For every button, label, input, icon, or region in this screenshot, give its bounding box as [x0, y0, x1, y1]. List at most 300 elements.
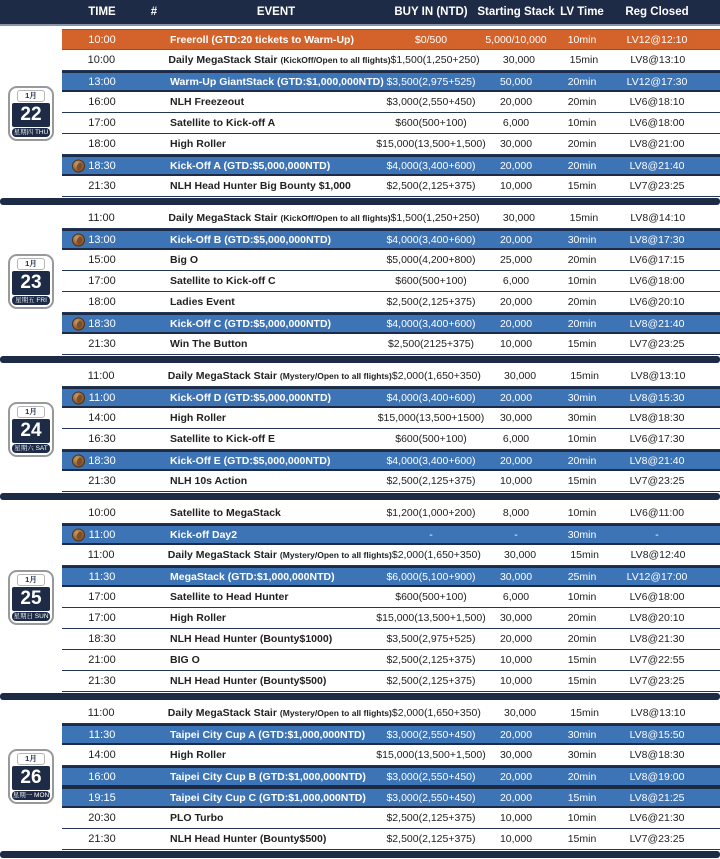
date-weekday: 星期日 SUN — [13, 613, 49, 620]
cell-regclosed-text: LV12@12:10 — [626, 33, 688, 46]
cell-lvtime-text: 10min — [567, 591, 597, 603]
date-month: 1月 — [17, 753, 45, 765]
cell-lvtime-text: 20min — [567, 96, 597, 108]
cell-lvtime — [556, 749, 608, 761]
cell-stack-text: 6,000 — [502, 117, 530, 129]
cell-buyin — [391, 212, 480, 224]
day-rows — [62, 503, 720, 692]
event-name: Kick-Off E (GTD:$5,000,000NTD) — [170, 454, 331, 467]
cell-stack — [476, 729, 556, 741]
event-name: Warm-Up GiantStack (GTD:$1,000,000NTD) — [170, 75, 384, 88]
cell-time — [62, 370, 140, 382]
cell-event — [166, 749, 386, 761]
event-note: (KickOff/Open to all flights) — [280, 213, 391, 223]
cell-buyin-text: $6,000(5,100+900) — [386, 570, 476, 583]
cell-regclosed-text: LV8@21:30 — [629, 633, 685, 645]
cell-stack-text: 10,000 — [499, 338, 533, 350]
cell-buyin-text: $15,000(13,500+1,500) — [376, 749, 486, 761]
cell-buyin-text: $3,500(2,975+525) — [386, 633, 476, 645]
cell-lvtime — [556, 771, 608, 783]
cell-regclosed — [608, 833, 706, 845]
cell-regclosed — [608, 234, 706, 246]
coin-icon — [72, 454, 85, 467]
cell-event — [166, 275, 386, 287]
day-block — [0, 366, 720, 492]
cell-regclosed-text: LV7@23:25 — [629, 675, 685, 687]
cell-time-text: 21:30 — [88, 833, 116, 845]
event-row — [62, 829, 720, 850]
event-name: Ladies Event — [170, 296, 235, 308]
cell-time-text: 13:00 — [88, 233, 116, 246]
cell-lvtime — [556, 160, 608, 172]
cell-buyin-text: $2,500(2,125+375) — [386, 833, 476, 845]
cell-regclosed-text: LV6@18:00 — [629, 275, 685, 287]
cell-time-text: 11:00 — [88, 212, 115, 224]
cell-buyin-text: $4,000(3,400+600) — [386, 454, 476, 467]
cell-lvtime-text: 10min — [567, 117, 597, 129]
cell-time-text: 14:00 — [88, 749, 116, 761]
cell-regclosed — [610, 549, 706, 561]
event-row — [62, 292, 720, 313]
cell-regclosed-text: LV6@21:30 — [629, 812, 685, 824]
cell-regclosed — [608, 318, 706, 330]
cell-lvtime-text: 10min — [567, 275, 597, 287]
cell-stack-text: 20,000 — [499, 159, 533, 172]
cell-stack-text: 50,000 — [499, 75, 533, 88]
cell-buyin-text: $2,500(2,125+375) — [386, 654, 476, 666]
cell-buyin — [386, 392, 476, 404]
event-name: Kick-Off D (GTD:$5,000,000NTD) — [170, 391, 332, 404]
cell-time — [62, 633, 142, 645]
cell-lvtime — [556, 792, 608, 804]
cell-event — [166, 571, 386, 583]
cell-stack — [476, 455, 556, 467]
cell-time — [62, 117, 142, 129]
day-rows — [62, 366, 720, 492]
col-header-number: # — [150, 6, 158, 18]
cell-stack-text: 30,000 — [499, 749, 533, 761]
cell-stack-text: 10,000 — [499, 475, 533, 487]
cell-lvtime — [556, 392, 608, 404]
event-name: NLH Head Hunter (Bounty$1000) — [170, 633, 333, 645]
col-header-lvtime: LV Time — [560, 6, 604, 18]
cell-event — [166, 412, 386, 424]
cell-buyin-text: $2,000(1,650+350) — [391, 370, 481, 382]
cell-regclosed-text: LV6@20:10 — [629, 296, 685, 308]
event-name: NLH Head Hunter (Bounty$500) — [170, 833, 327, 845]
cell-lvtime — [556, 412, 608, 424]
cell-lvtime-text: 20min — [567, 138, 597, 150]
cell-lvtime-text: 15min — [569, 212, 599, 224]
cell-event — [166, 507, 386, 519]
cell-regclosed — [608, 729, 706, 741]
date-gutter — [0, 703, 62, 850]
date-day: 25 — [12, 587, 50, 611]
cell-time-text: 11:00 — [87, 707, 115, 719]
cell-stack-text: 20,000 — [499, 296, 533, 308]
cell-lvtime — [556, 475, 608, 487]
cell-time — [62, 338, 142, 350]
coin-icon — [72, 528, 85, 541]
cell-stack — [476, 612, 556, 624]
cell-buyin — [386, 507, 476, 519]
event-row — [62, 524, 720, 545]
col-header-time: TIME — [88, 6, 116, 18]
cell-buyin — [376, 138, 486, 150]
cell-lvtime — [556, 571, 608, 583]
date-badge — [8, 254, 54, 309]
cell-regclosed — [608, 275, 706, 287]
cell-stack — [476, 529, 556, 541]
cell-buyin — [386, 275, 476, 287]
cell-time — [62, 507, 142, 519]
event-name: Satellite to MegaStack — [170, 507, 281, 519]
cell-buyin — [386, 34, 476, 46]
event-name: Satellite to Kick-off C — [170, 275, 276, 287]
cell-buyin — [386, 433, 476, 445]
cell-regclosed-text: LV6@17:30 — [629, 433, 685, 445]
cell-lvtime — [556, 812, 608, 824]
cell-buyin-text: $2,500(2,125+375) — [386, 296, 476, 308]
cell-stack-text: 30,000 — [499, 612, 533, 624]
cell-stack — [476, 412, 556, 424]
cell-regclosed — [608, 571, 706, 583]
event-row — [62, 208, 720, 229]
cell-lvtime-text: 15min — [567, 180, 597, 192]
event-row — [62, 71, 720, 92]
cell-lvtime-text: 30min — [567, 749, 597, 761]
day-divider — [0, 851, 720, 858]
cell-time-text: 21:30 — [88, 338, 116, 350]
cell-stack — [476, 76, 556, 88]
cell-regclosed-text: LV12@17:00 — [626, 570, 688, 583]
cell-regclosed — [608, 34, 706, 46]
event-name: MegaStack (GTD:$1,000,000NTD) — [170, 570, 335, 583]
cell-lvtime — [556, 96, 608, 108]
cell-buyin — [386, 117, 476, 129]
cell-buyin-text: $2,000(1,650+350) — [391, 707, 481, 719]
cell-buyin-text: $4,000(3,400+600) — [386, 317, 476, 330]
cell-lvtime-text: 15min — [567, 338, 597, 350]
cell-regclosed-text: LV8@18:30 — [629, 749, 685, 761]
event-row — [62, 503, 720, 524]
event-name: Daily MegaStack Stair — [167, 370, 277, 382]
date-month: 1月 — [17, 574, 45, 586]
cell-time-text: 17:00 — [88, 591, 116, 603]
cell-stack — [476, 296, 556, 308]
event-row — [62, 113, 720, 134]
event-name: Big O — [170, 254, 198, 266]
cell-time-text: 10:00 — [87, 54, 116, 66]
cell-regclosed-text: LV8@13:10 — [630, 370, 686, 382]
date-gutter — [0, 29, 62, 197]
event-row — [62, 471, 720, 492]
cell-event — [166, 338, 386, 350]
schedule-days — [0, 29, 720, 858]
cell-lvtime — [559, 549, 610, 561]
cell-lvtime-text: 30min — [567, 233, 597, 246]
cell-event — [166, 138, 386, 150]
cell-time-text: 14:00 — [88, 412, 116, 424]
cell-stack — [476, 96, 556, 108]
cell-time — [62, 771, 142, 783]
cell-regclosed — [608, 749, 706, 761]
cell-regclosed-text: LV6@18:00 — [629, 117, 685, 129]
cell-time — [62, 412, 142, 424]
day-block — [0, 703, 720, 850]
cell-buyin — [386, 654, 476, 666]
coin-icon — [72, 159, 85, 172]
day-divider — [0, 198, 720, 205]
cell-stack-text: 10,000 — [499, 833, 533, 845]
cell-stack-text: 20,000 — [499, 791, 533, 804]
cell-time — [62, 749, 142, 761]
cell-lvtime — [556, 296, 608, 308]
event-row — [62, 334, 720, 355]
cell-stack-text: 20,000 — [499, 233, 533, 246]
cell-buyin-text: $3,000(2,550+450) — [386, 96, 476, 108]
cell-stack-text: 30,000 — [503, 370, 537, 382]
cell-lvtime-text: 20min — [567, 633, 597, 645]
cell-event — [166, 833, 386, 845]
cell-buyin-text: $5,000(4,200+800) — [386, 254, 476, 266]
cell-regclosed-text: LV8@13:10 — [630, 54, 686, 66]
cell-stack — [476, 34, 556, 46]
cell-lvtime-text: 30min — [567, 528, 597, 541]
cell-stack — [476, 392, 556, 404]
cell-time — [62, 612, 142, 624]
cell-buyin — [386, 812, 476, 824]
cell-stack-text: 6,000 — [502, 433, 530, 445]
cell-time-text: 11:00 — [88, 391, 116, 404]
event-row — [62, 566, 720, 587]
event-row — [62, 229, 720, 250]
cell-buyin — [391, 54, 480, 66]
cell-lvtime-text: 15min — [567, 475, 597, 487]
event-row — [62, 808, 720, 829]
cell-regclosed — [608, 76, 706, 88]
event-row — [62, 724, 720, 745]
cell-lvtime — [556, 433, 608, 445]
date-day: 26 — [12, 766, 50, 790]
cell-lvtime — [556, 455, 608, 467]
event-name: NLH Freezeout — [170, 96, 245, 108]
cell-stack — [476, 591, 556, 603]
cell-stack-text: 20,000 — [499, 770, 533, 783]
cell-regclosed-text: LV8@21:40 — [629, 317, 685, 330]
cell-stack-text: 20,000 — [499, 96, 533, 108]
cell-lvtime — [556, 117, 608, 129]
cell-lvtime-text: 15min — [570, 370, 599, 382]
event-name: Win The Button — [170, 338, 248, 350]
cell-regclosed — [608, 117, 706, 129]
cell-time — [62, 833, 142, 845]
cell-regclosed — [608, 180, 706, 192]
event-row — [62, 429, 720, 450]
event-name: High Roller — [170, 138, 227, 150]
cell-regclosed — [608, 591, 706, 603]
cell-event — [164, 707, 392, 719]
cell-regclosed-text: LV6@18:10 — [629, 96, 685, 108]
date-weekday: 星期四 THU — [13, 128, 49, 136]
cell-regclosed — [610, 54, 706, 66]
day-block — [0, 503, 720, 692]
cell-buyin-text: - — [429, 528, 433, 541]
cell-buyin — [386, 338, 476, 350]
cell-regclosed-text: LV8@21:40 — [629, 454, 685, 467]
event-name: High Roller — [170, 749, 227, 761]
cell-regclosed-text: LV8@20:10 — [629, 612, 685, 624]
day-divider — [0, 493, 720, 500]
table-header — [0, 0, 720, 26]
event-name: Kick-off Day2 — [170, 528, 238, 541]
cell-buyin — [386, 833, 476, 845]
cell-buyin-text: $1,200(1,000+200) — [386, 507, 476, 519]
event-name: Daily MegaStack Stair — [168, 212, 278, 224]
date-badge — [8, 86, 54, 141]
cell-event — [166, 433, 386, 445]
cell-buyin-text: $3,000(2,550+450) — [386, 770, 476, 783]
cell-regclosed — [608, 612, 706, 624]
cell-buyin-text: $1,500(1,250+250) — [390, 54, 480, 66]
cell-stack-text: 30,000 — [503, 707, 537, 719]
cell-stack-text: 25,000 — [499, 254, 533, 266]
cell-regclosed-text: LV8@13:10 — [630, 707, 686, 719]
event-name: Kick-Off C (GTD:$5,000,000NTD) — [170, 317, 332, 330]
cell-lvtime — [559, 370, 610, 382]
cell-event — [166, 254, 386, 266]
cell-lvtime — [556, 275, 608, 287]
date-day: 22 — [12, 103, 50, 127]
day-divider — [0, 693, 720, 700]
event-note: (KickOff/Open to all flights) — [280, 55, 391, 65]
cell-stack — [476, 254, 556, 266]
cell-stack-text: 30,000 — [503, 549, 537, 561]
cell-lvtime — [556, 591, 608, 603]
cell-lvtime-text: 15min — [570, 549, 599, 561]
date-month: 1月 — [17, 258, 45, 270]
event-name: Freeroll (GTD:20 tickets to Warm-Up) — [170, 33, 354, 46]
event-row — [62, 545, 720, 566]
cell-buyin — [392, 370, 481, 382]
cell-stack — [476, 234, 556, 246]
cell-regclosed-text: LV6@11:00 — [629, 507, 685, 519]
cell-buyin — [386, 591, 476, 603]
cell-event — [164, 212, 390, 224]
cell-buyin — [386, 455, 476, 467]
cell-buyin-text: $3,000(2,550+450) — [386, 791, 476, 804]
cell-buyin-text: $2,500(2,125+375) — [386, 812, 476, 824]
cell-regclosed — [608, 475, 706, 487]
cell-lvtime — [558, 54, 609, 66]
cell-time-text: 18:30 — [88, 633, 116, 645]
cell-buyin — [386, 254, 476, 266]
cell-lvtime — [556, 180, 608, 192]
cell-time — [62, 729, 142, 741]
event-name: NLH 10s Action — [170, 475, 248, 487]
event-row — [62, 766, 720, 787]
cell-lvtime-text: 20min — [567, 296, 597, 308]
cell-stack-text: 10,000 — [499, 675, 533, 687]
cell-lvtime-text: 20min — [567, 317, 597, 330]
cell-lvtime-text: 30min — [567, 391, 597, 404]
cell-buyin-text: $2,500(2,125+375) — [386, 180, 476, 192]
event-row — [62, 176, 720, 197]
cell-regclosed-text: LV7@23:25 — [629, 833, 685, 845]
event-name: Taipei City Cup C (GTD:$1,000,000NTD) — [170, 791, 366, 804]
cell-event — [166, 633, 386, 645]
cell-lvtime — [556, 318, 608, 330]
event-name: NLH Head Hunter (Bounty$500) — [170, 675, 327, 687]
cell-stack-text: 30,000 — [502, 54, 536, 66]
cell-event — [166, 34, 386, 46]
coin-icon — [72, 391, 85, 404]
cell-event — [166, 392, 386, 404]
cell-regclosed-text: LV7@23:25 — [629, 475, 685, 487]
event-name: PLO Turbo — [170, 812, 224, 824]
cell-regclosed-text: LV8@14:10 — [630, 212, 686, 224]
cell-event — [166, 180, 386, 192]
cell-time-text: 17:00 — [88, 117, 116, 129]
coin-icon — [72, 317, 85, 330]
cell-time-text: 21:30 — [88, 675, 116, 687]
cell-buyin — [386, 633, 476, 645]
cell-regclosed — [610, 370, 706, 382]
cell-regclosed-text: LV6@18:00 — [629, 591, 685, 603]
cell-time-text: 16:00 — [88, 770, 116, 783]
cell-lvtime — [556, 529, 608, 541]
cell-event — [166, 812, 386, 824]
cell-time-text: 16:30 — [88, 433, 116, 445]
cell-time-text: 21:00 — [88, 654, 116, 666]
cell-regclosed-text: LV8@17:30 — [629, 233, 685, 246]
day-rows — [62, 29, 720, 197]
cell-time-text: 10:00 — [88, 507, 116, 519]
date-badge — [8, 749, 54, 804]
cell-time-text: 15:00 — [88, 254, 116, 266]
cell-lvtime — [556, 234, 608, 246]
event-row — [62, 745, 720, 766]
event-row — [62, 29, 720, 50]
cell-buyin-text: $600(500+100) — [395, 275, 467, 287]
cell-stack-text: 30,000 — [499, 412, 533, 424]
cell-regclosed — [608, 507, 706, 519]
cell-lvtime-text: 10min — [567, 433, 597, 445]
event-name: BIG O — [170, 654, 200, 666]
cell-regclosed — [608, 160, 706, 172]
cell-lvtime — [559, 707, 610, 719]
cell-regclosed-text: LV6@17:15 — [629, 254, 685, 266]
date-weekday: 星期六 SAT — [12, 444, 50, 453]
cell-lvtime-text: 10min — [567, 812, 597, 824]
cell-time — [62, 54, 141, 66]
cell-time — [62, 96, 142, 108]
cell-stack — [476, 433, 556, 445]
day-rows — [62, 208, 720, 355]
cell-event — [166, 455, 386, 467]
day-block — [0, 29, 720, 197]
cell-regclosed-text: LV12@17:30 — [626, 75, 688, 88]
cell-time — [62, 212, 141, 224]
cell-time-text: 18:30 — [88, 317, 116, 330]
cell-lvtime-text: 30min — [567, 728, 597, 741]
cell-buyin — [386, 318, 476, 330]
cell-event — [166, 654, 386, 666]
cell-lvtime-text: 15min — [567, 675, 597, 687]
cell-lvtime-text: 15min — [567, 833, 597, 845]
cell-buyin-text: $2,000(1,650+350) — [391, 549, 481, 561]
cell-regclosed-text: LV7@22:55 — [629, 654, 685, 666]
